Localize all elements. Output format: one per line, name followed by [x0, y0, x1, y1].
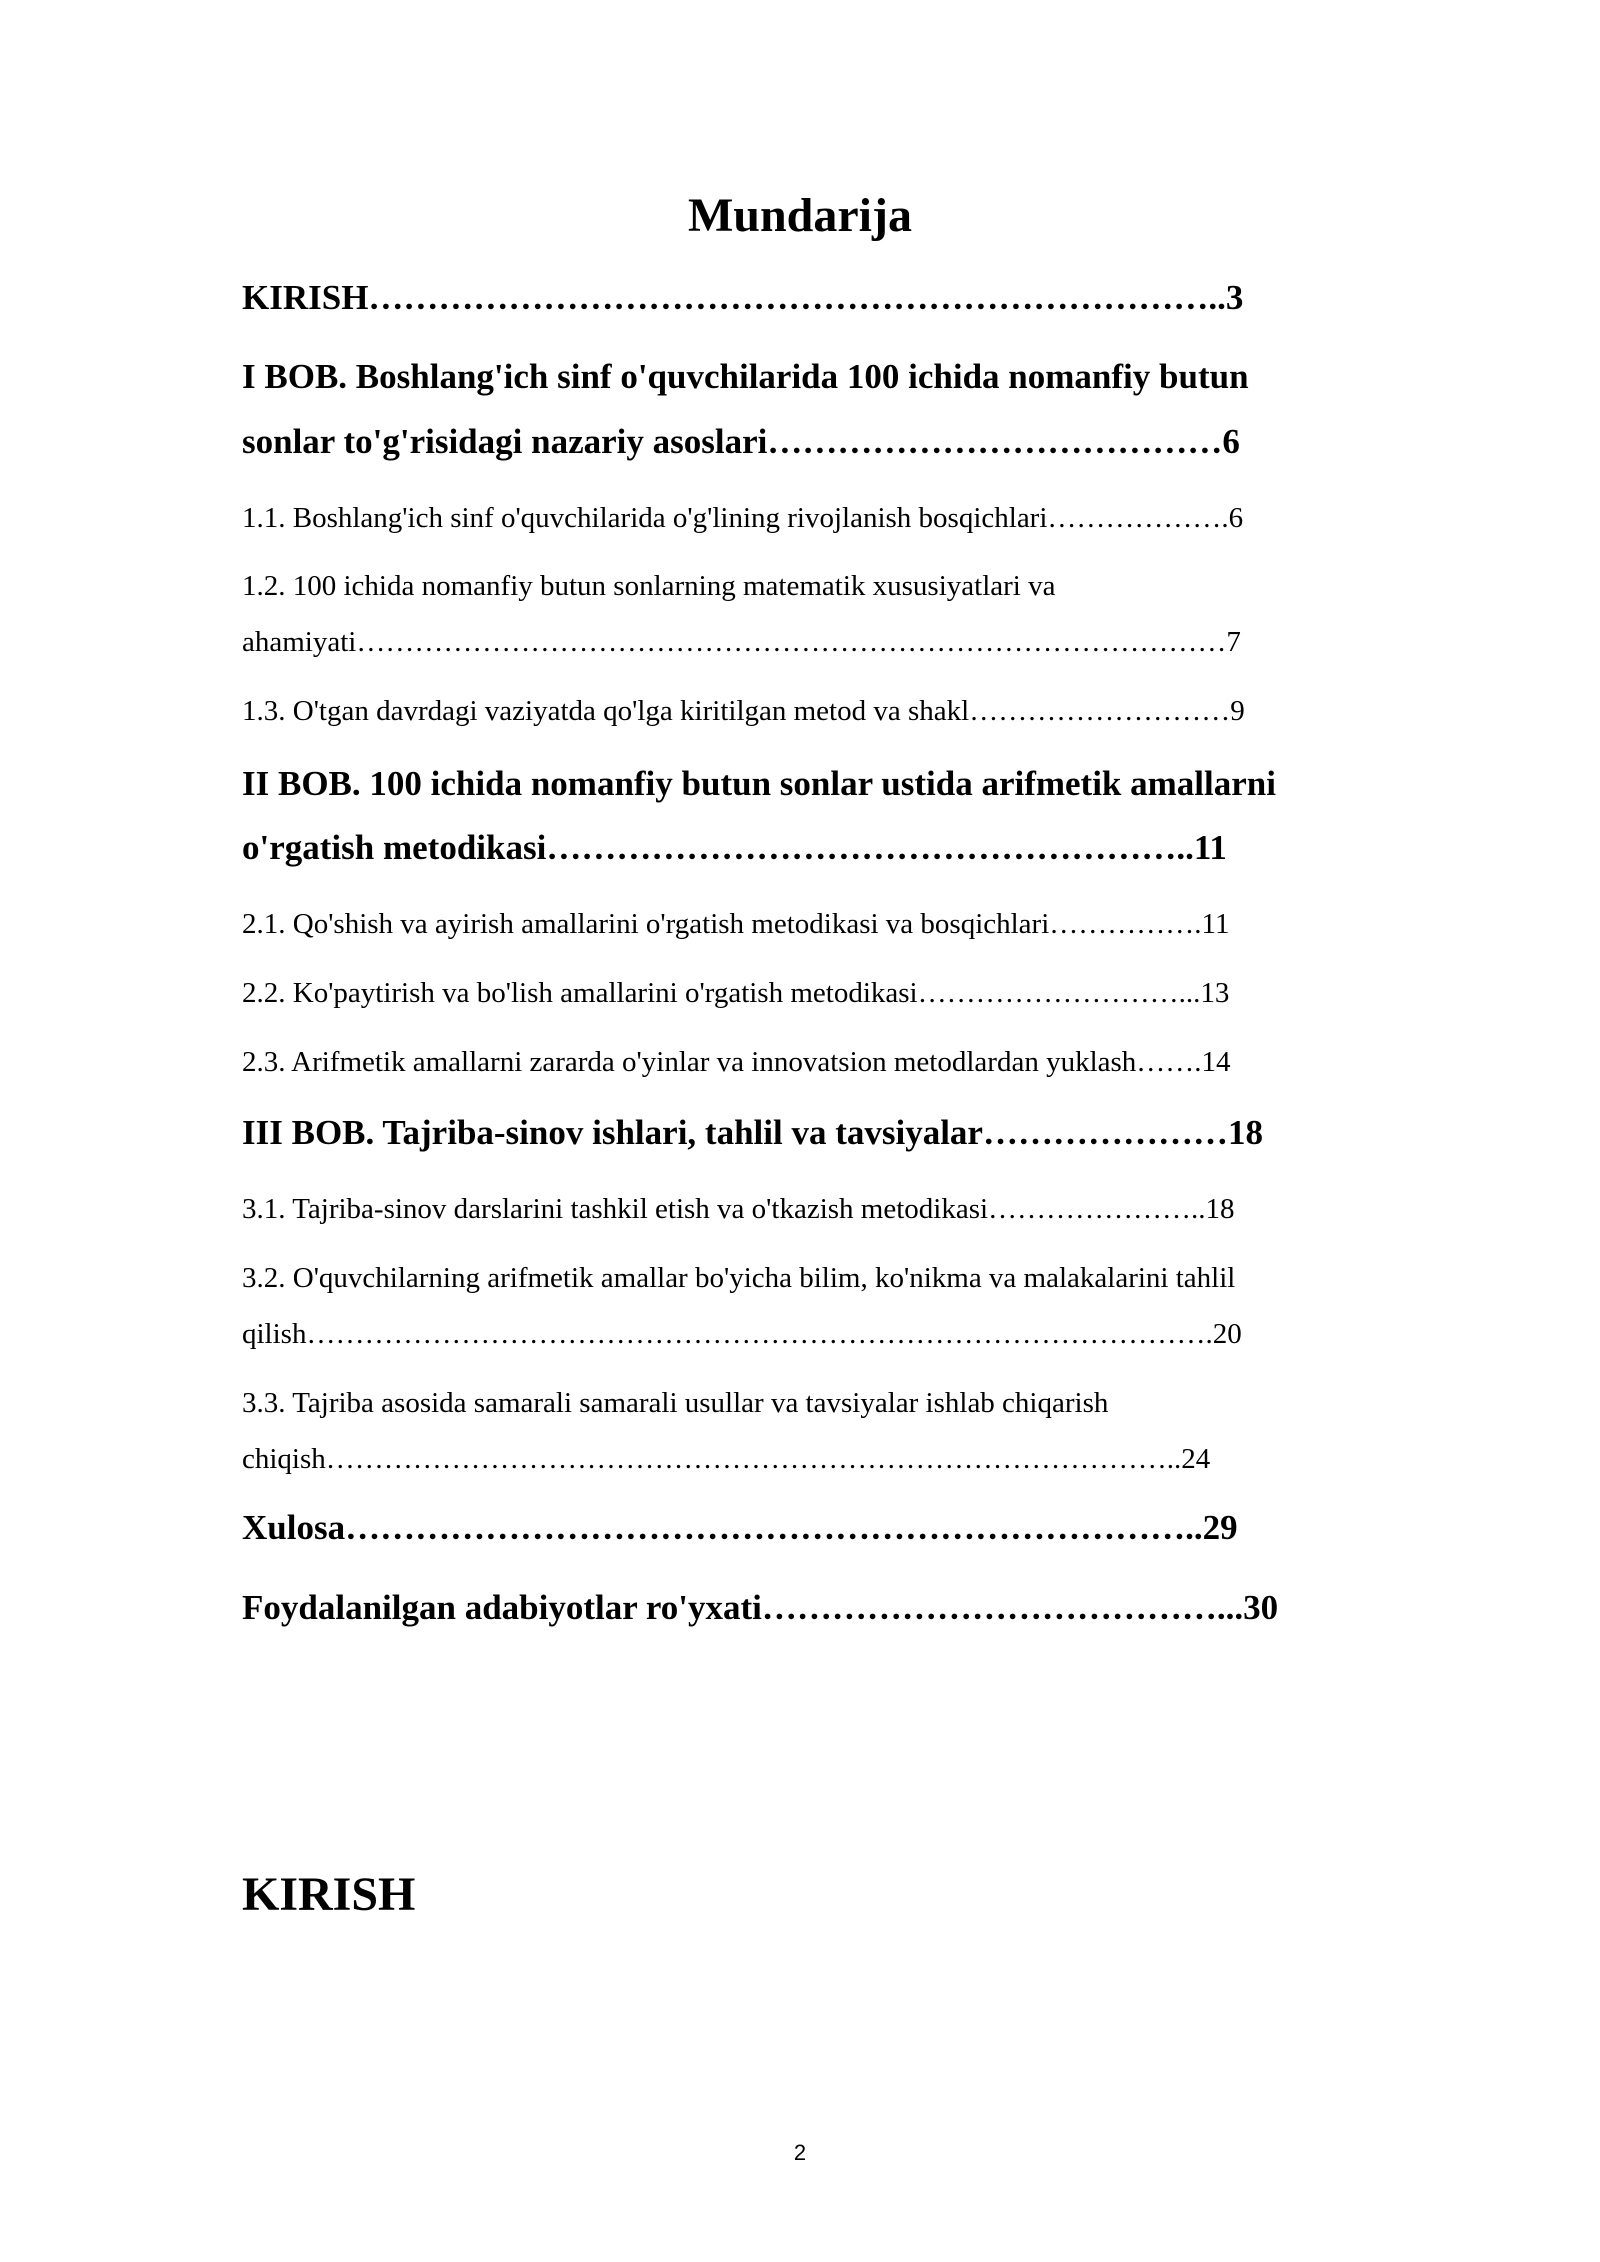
page-number: 2: [793, 2140, 807, 2165]
toc-entry-3-3-l2: chiqish……………………………………………………………………………..24: [242, 1443, 1211, 1475]
toc-entry-2-2: 2.2. Ko'paytirish va bo'lish amallarini o'rgatish metodikasi………………………...13: [242, 977, 1230, 1009]
toc-entry-3-3-l1: 3.3. Tajriba asosida samarali samarali usullar va tavsiyalar ishlab chiqarish: [242, 1387, 1109, 1419]
toc-entry-chapter-1-l1: I BOB. Boshlang'ich sinf o'quvchilarida 100 ichida nomanfiy butun: [242, 357, 1249, 396]
toc-entry-1-1: 1.1. Boshlang'ich sinf o'quvchilarida o'g'lining rivojlanish bosqichlari……………….6: [242, 502, 1244, 534]
toc-title: Mundarija: [687, 189, 912, 242]
toc-entry-3-1: 3.1. Tajriba-sinov darslarini tashkil etish va o'tkazish metodikasi…………………..18: [242, 1193, 1235, 1225]
section-heading-kirish: KIRISH: [242, 1868, 416, 1921]
toc-entry-2-3: 2.3. Arifmetik amallarni zararda o'yinlar va innovatsion metodlardan yuklash…….14: [242, 1046, 1231, 1078]
toc-entry-chapter-2-l1: II BOB. 100 ichida nomanfiy butun sonlar ustida arifmetik amallarni: [242, 764, 1276, 803]
toc-entry-adabiyotlar: Foydalanilgan adabiyotlar ro'yxati…………………………………...30: [242, 1588, 1279, 1627]
toc-entry-1-2-l1: 1.2. 100 ichida nomanfiy butun sonlarning matematik xususiyatlari va: [242, 570, 1056, 602]
toc-entry-xulosa: Xulosa………………………………………………………………..29: [242, 1508, 1238, 1547]
toc-entry-1-3: 1.3. O'tgan davrdagi vaziyatda qo'lga kiritilgan metod va shakl………………………9: [242, 695, 1245, 727]
toc-entry-kirish: KIRISH………………………………………………………………..3: [242, 278, 1244, 317]
toc-entry-3-2-l2: qilish………………………………………………………………………………….20: [242, 1318, 1242, 1350]
toc-entry-chapter-2-l2: o'rgatish metodikasi………………………………………………..11: [242, 828, 1227, 867]
toc-entry-2-1: 2.1. Qo'shish va ayirish amallarini o'rgatish metodikasi va bosqichlari…………….11: [242, 908, 1230, 940]
toc-entry-chapter-3: III BOB. Tajriba-sinov ishlari, tahlil va tavsiyalar…………………18: [242, 1113, 1263, 1152]
toc-entry-chapter-1-l2: sonlar to'g'risidagi nazariy asoslari…………………………………6: [242, 422, 1240, 461]
toc-entry-1-2-l2: ahamiyati………………………………………………………………………………7: [242, 626, 1241, 658]
toc-entry-3-2-l1: 3.2. O'quvchilarning arifmetik amallar bo'yicha bilim, ko'nikma va malakalarini tahlil: [242, 1262, 1236, 1294]
